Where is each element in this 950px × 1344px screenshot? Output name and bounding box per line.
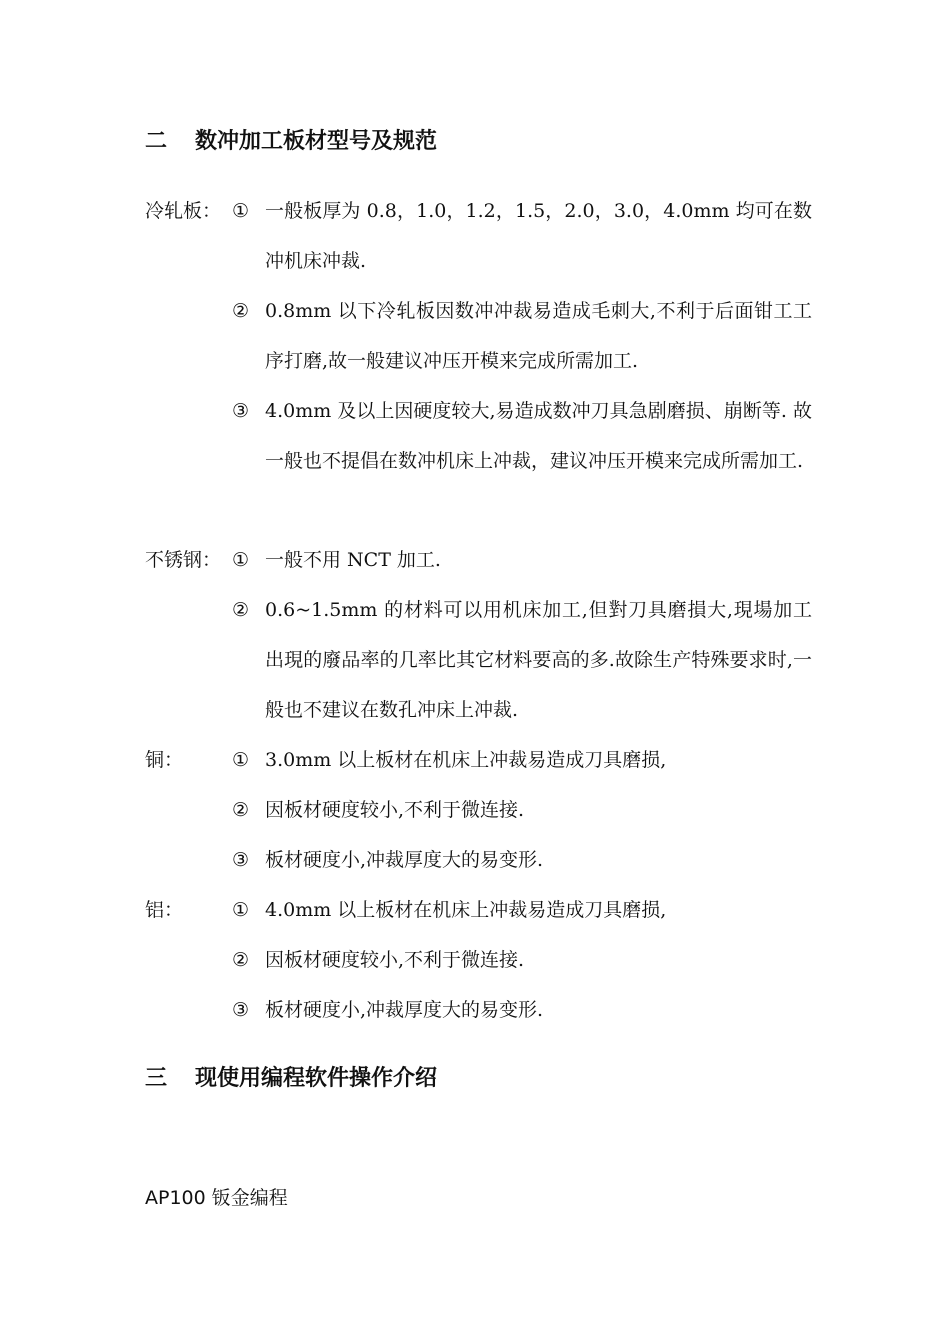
list-item — [232, 885, 812, 935]
item-marker: ② — [232, 599, 250, 621]
item-marker: ③ — [232, 999, 250, 1021]
item-text: 板材硬度小,冲裁厚度大的易变形. — [265, 849, 544, 871]
item-marker: ③ — [232, 400, 250, 422]
list-item — [232, 386, 832, 486]
item-text: 4.0mm 及以上因硬度较大,易造成数冲刀具急剧磨损、崩断等. 故 一般也不提倡在数冲机床上冲裁，建议冲压开模来完成所需加工. — [265, 400, 832, 472]
section-title: 现使用编程软件操作介绍 — [195, 1066, 438, 1091]
item-marker: ③ — [232, 849, 250, 871]
list-item — [232, 585, 812, 735]
item-text: 3.0mm 以上板材在机床上冲裁易造成刀具磨损, — [265, 749, 667, 771]
software-name: AP100 钣金编程 — [145, 1187, 288, 1209]
list-item — [232, 785, 812, 835]
item-text: 一般板厚为 0.8，1.0，1.2，1.5，2.0，3.0，4.0mm 均可在数冲机床冲裁. — [265, 200, 812, 272]
item-marker: ① — [232, 899, 250, 921]
item-text: 4.0mm 以上板材在机床上冲裁易造成刀具磨损, — [265, 899, 667, 921]
material-label-stainless-steel: 不锈钢： — [145, 549, 222, 571]
material-label-copper: 铜： — [145, 749, 184, 771]
list-item — [232, 735, 812, 785]
section-title: 数冲加工板材型号及规范 — [195, 129, 438, 154]
item-marker: ① — [232, 200, 250, 222]
list-item — [232, 985, 812, 1035]
item-marker: ① — [232, 549, 250, 571]
section-number: 三 — [145, 1066, 168, 1091]
list-item — [232, 935, 812, 985]
item-text: 0.8mm 以下冷轧板因数冲冲裁易造成毛刺大,不利于后面钳工工序打磨,故一般建议冲压开模来完成所需加工. — [265, 300, 812, 372]
list-item — [232, 186, 812, 286]
item-marker: ① — [232, 749, 250, 771]
material-label-cold-rolled: 冷轧板： — [145, 200, 222, 222]
list-item — [232, 835, 812, 885]
item-marker: ② — [232, 799, 250, 821]
material-label-aluminum: 铝： — [145, 899, 184, 921]
item-text: 因板材硬度较小,不利于微连接. — [265, 799, 525, 821]
item-text: 板材硬度小,冲裁厚度大的易变形. — [265, 999, 544, 1021]
item-marker: ② — [232, 300, 250, 322]
list-item — [232, 286, 812, 386]
list-item — [232, 535, 812, 585]
item-text: 0.6~1.5mm 的材料可以用机床加工,但對刀具磨損大,現場加工出現的廢品率的几率比其它材料要高的多.故除生产特殊要求时,一般也不建议在数孔冲床上冲裁. — [265, 599, 812, 721]
item-marker: ② — [232, 949, 250, 971]
section-heading-2 — [145, 127, 437, 157]
section-number: 二 — [145, 129, 168, 154]
item-text: 因板材硬度较小,不利于微连接. — [265, 949, 525, 971]
section-heading-3 — [145, 1064, 437, 1094]
item-text: 一般不用 NCT 加工. — [265, 549, 441, 571]
